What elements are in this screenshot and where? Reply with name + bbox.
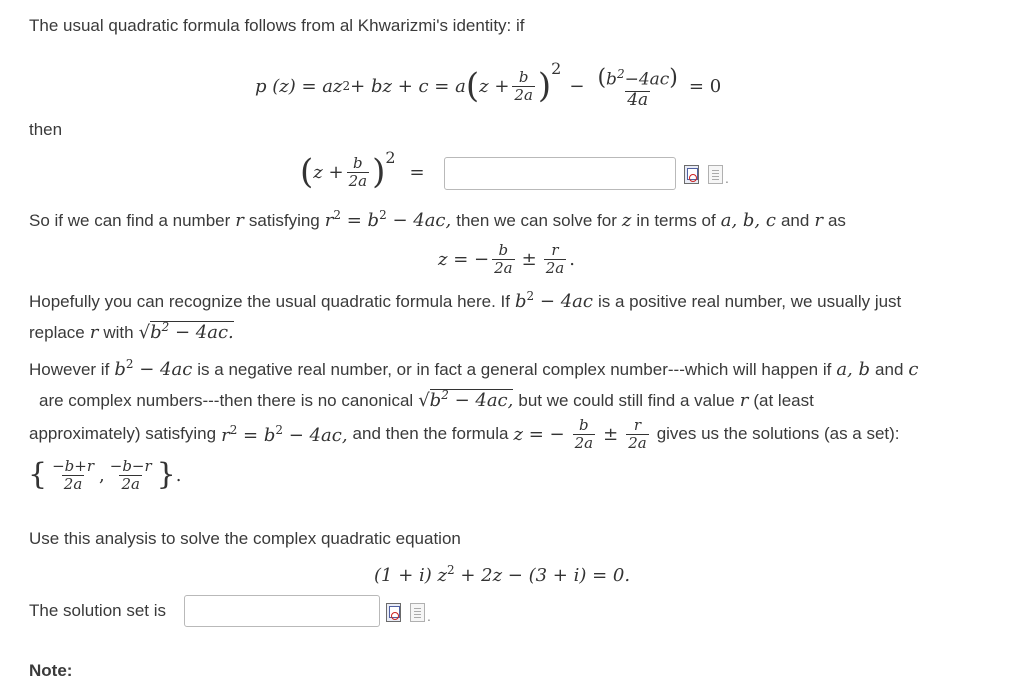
complex-quadratic-equation: (1 + i) $z^2 + 2z - (3 + i) = 0$.: [374, 563, 631, 586]
solution-set-input[interactable]: [184, 595, 380, 627]
help-icon[interactable]: [708, 165, 723, 184]
identity-equation: p (z) = az 2 + bz + c = a ( z + $\frac{b}{2a}$ ) 2 − $\frac{(b^2-4ac)}{4a}$ = 0: [255, 59, 722, 110]
completed-square-equation: ( z + $\frac{b}{2a}$ ) 2 =: [300, 148, 425, 192]
answer-input-1[interactable]: [444, 157, 676, 190]
quadratic-formula-equation: z = − $\frac{b}{2a}$ ± $\frac{r}{2a}$ .: [438, 240, 575, 277]
preview-icon[interactable]: [386, 603, 401, 622]
solution-set-formula: { $\frac{-b+r}{2a}$ , $\frac{-b-r}{2a}$ } .: [28, 456, 182, 493]
intro-text: The usual quadratic formula follows from al Khwarizmi's identity: if: [29, 16, 525, 35]
approx-text: approximately) satisfying $r^2 = b^2 - 4ac$, and then the formula z = − $\frac{b}{2a}$ ± $\frac{r}{2a}$ gives us the solutions (as a set):: [29, 415, 900, 452]
note-label: Note:: [29, 661, 73, 680]
canonical-text: are complex numbers---then there is no canonical $√b^2 - 4ac$, but we could still find a value r (at least: [39, 388, 814, 411]
solution-set-label: The solution set is: [29, 601, 167, 620]
period-mark: .: [725, 170, 729, 186]
help-icon[interactable]: [410, 603, 425, 622]
replace-text: replace r with $√b^2 - 4ac$.: [29, 320, 234, 343]
however-text: However if $b^2 - 4ac$ is a negative real number, or in fact a general complex number---which will happen if a, b and c: [29, 357, 919, 380]
hopefully-text: Hopefully you can recognize the usual quadratic formula here. If $b^2 - 4ac$ is a positive real number, we usually just: [29, 289, 902, 312]
use-analysis-text: Use this analysis to solve the complex quadratic equation: [29, 529, 461, 548]
then-text: then: [29, 120, 63, 139]
period-mark: .: [427, 608, 431, 624]
preview-icon[interactable]: [684, 165, 699, 184]
find-r-text: So if we can find a number r satisfying $r^2 = b^2 - 4ac$, then we can solve for z in terms of a, b, c and r as: [29, 208, 846, 231]
